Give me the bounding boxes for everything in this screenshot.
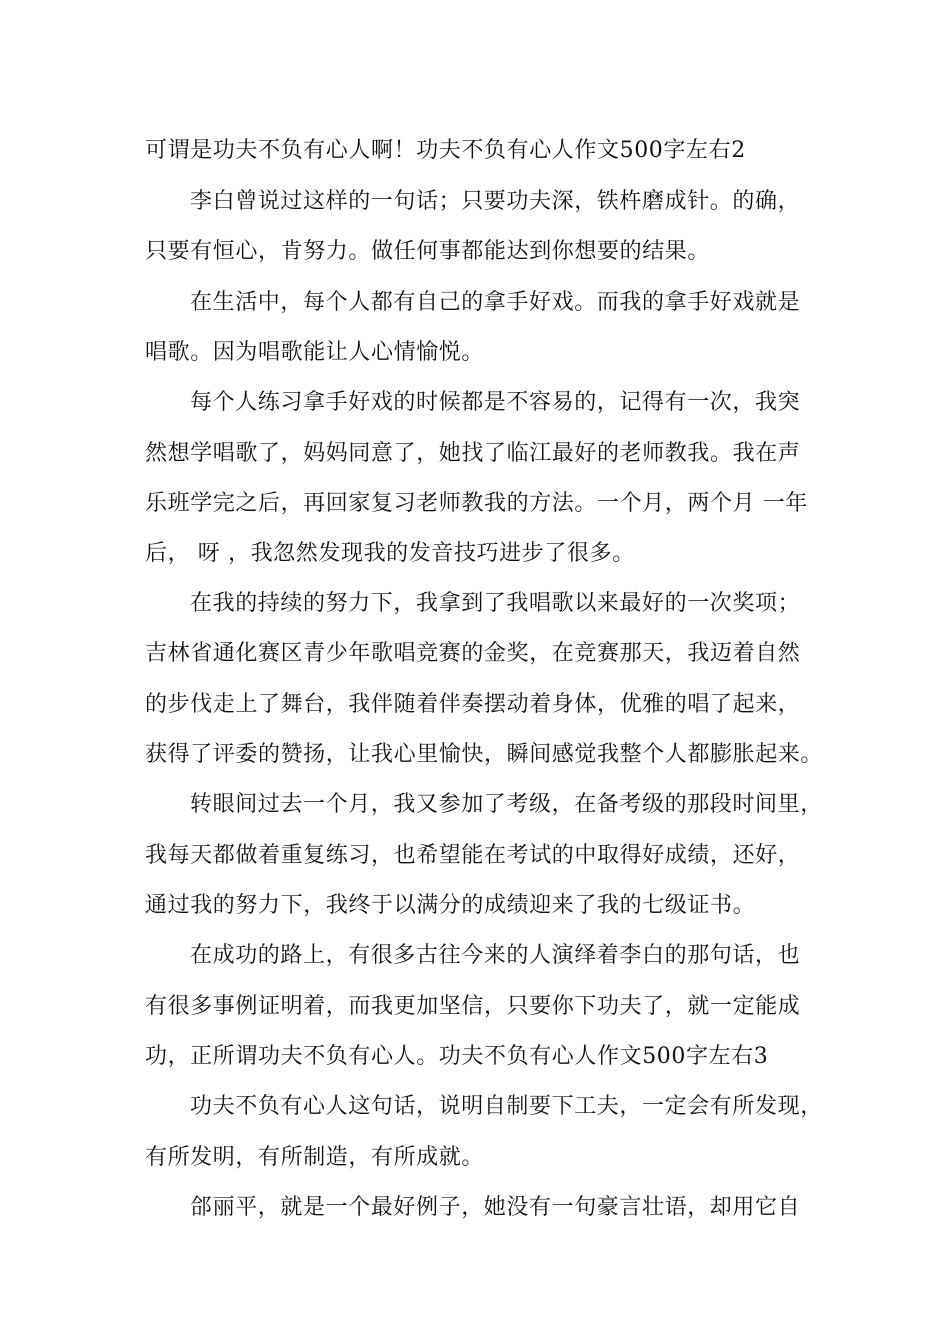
paragraph-first-line: 每个人练习拿手好戏的时候都是不容易的，记得有一次，我突 <box>190 390 801 415</box>
text-line: 后， 呀 ，我忽然发现我的发音技巧进步了很多。 <box>145 541 635 566</box>
text-line: 有所发明，有所制造，有所成就。 <box>145 1145 485 1170</box>
text-line: 然想学唱歌了，妈妈同意了，她找了临江最好的老师教我。我在声 <box>145 441 801 466</box>
text-line: 我每天都做着重复练习，也希望能在考试的中取得好成绩，还好， <box>145 843 801 868</box>
text-line: 吉林省通化赛区青少年歌唱竞赛的金奖，在竞赛那天，我迈着自然 <box>145 641 801 666</box>
text-line: 可谓是功夫不负有心人啊！功夫不负有心人作文500字左右2 <box>145 138 746 163</box>
text-line: 的步伐走上了舞台，我伴随着伴奏摆动着身体，优雅的唱了起来， <box>145 692 801 717</box>
text-line: 有很多事例证明着，而我更加坚信，只要你下功夫了，就一定能成 <box>145 994 801 1019</box>
text-line: 唱歌。因为唱歌能让人心情愉悦。 <box>145 340 485 365</box>
text-line: 乐班学完之后，再回家复习老师教我的方法。一个月，两个月 一年 <box>145 491 808 516</box>
text-line: 获得了评委的赞扬，让我心里愉快，瞬间感觉我整个人都膨胀起来。 <box>145 742 824 767</box>
paragraph-first-line: 李白曾说过这样的一句话；只要功夫深，铁杵磨成针。的确， <box>190 189 801 214</box>
paragraph-first-line: 在我的持续的努力下，我拿到了我唱歌以来最好的一次奖项； <box>190 591 801 616</box>
text-line: 功，正所谓功夫不负有心人。功夫不负有心人作文500字左右3 <box>145 1044 769 1069</box>
paragraph-first-line: 在成功的路上，有很多古往今来的人演绎着李白的那句话，也 <box>190 943 801 968</box>
paragraph-first-line: 在生活中，每个人都有自己的拿手好戏。而我的拿手好戏就是 <box>190 290 801 315</box>
paragraph-first-line: 郃丽平，就是一个最好例子，她没有一句豪言壮语，却用它自 <box>190 1195 801 1220</box>
text-line: 通过我的努力下，我终于以满分的成绩迎来了我的七级证书。 <box>145 893 756 918</box>
text-line: 只要有恒心，肯努力。做任何事都能达到你想要的结果。 <box>145 239 711 264</box>
paragraph-first-line: 功夫不负有心人这句话，说明自制要下工夫，一定会有所发现， <box>190 1094 823 1119</box>
paragraph-first-line: 转眼间过去一个月，我又参加了考级，在备考级的那段时间里， <box>190 792 823 817</box>
